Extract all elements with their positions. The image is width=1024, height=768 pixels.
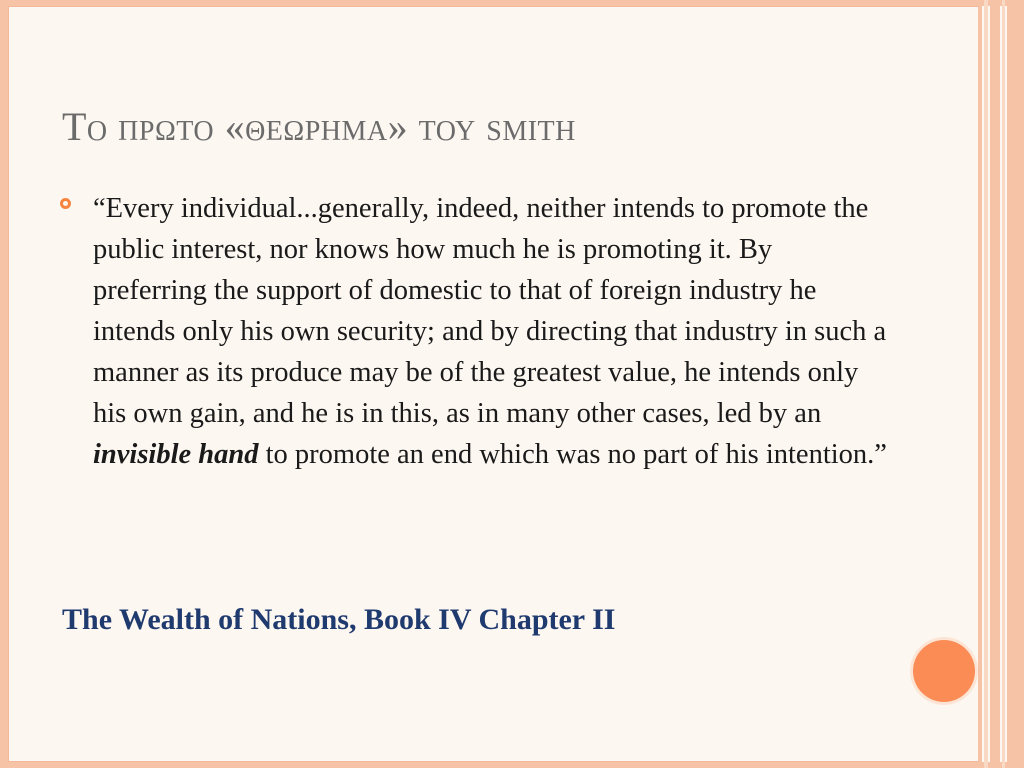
orange-circle-icon bbox=[913, 640, 975, 702]
quote-before: “Every individual...generally, indeed, neither intends to promote the public interest, nor knows how much he is promoting it. By preferring the support of domestic to that of foreign industry he intends only his own security; and by directing that industry in such a manner as its produce may be of the greatest value, he intends only his own gain, and he is in this, as in many other cases, led by an bbox=[93, 193, 887, 429]
bullet-item bbox=[60, 188, 890, 475]
source-citation: The Wealth of Nations, Book IV Chapter II bbox=[62, 603, 616, 636]
stripe bbox=[978, 0, 982, 768]
quote-text bbox=[93, 188, 890, 475]
frame-left bbox=[0, 0, 8, 768]
quote-after: to promote an end which was no part of his intention.” bbox=[258, 439, 887, 470]
quote-emphasis: invisible hand bbox=[93, 439, 259, 470]
slide-title: Το πρωτο «θεωρημα» του smith bbox=[62, 104, 576, 149]
circle-bullet-icon bbox=[60, 198, 71, 209]
right-stripes bbox=[978, 0, 1024, 768]
stripe bbox=[990, 0, 1000, 768]
stripe bbox=[1002, 0, 1005, 768]
stripe bbox=[1007, 0, 1024, 768]
stripe bbox=[984, 0, 988, 768]
frame-bottom bbox=[0, 762, 1024, 768]
